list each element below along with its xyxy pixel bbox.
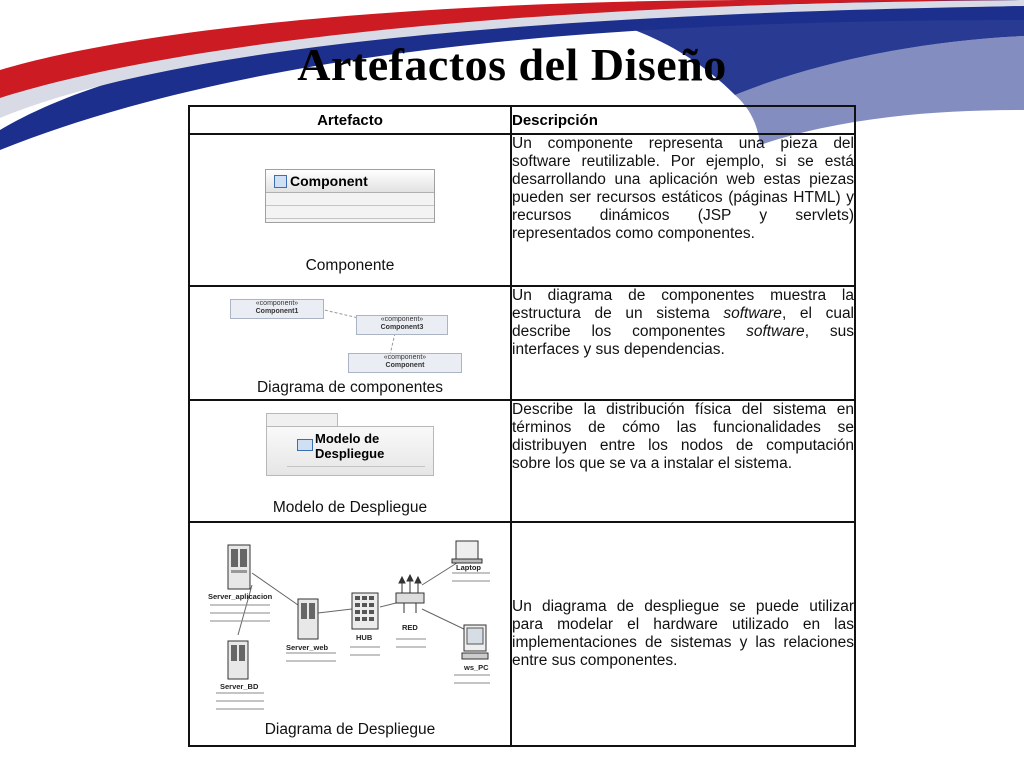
server-db-icon [228, 641, 248, 679]
node-label: Server_web [286, 643, 329, 652]
component-label: Component [290, 173, 368, 189]
description-text: Un diagrama de despliegue se puede utilizar para modelar el hardware utilizado en las implementaciones de sistemas y las relaciones entre sus componentes. [512, 598, 854, 669]
description-text: Un componente representa una pieza del software reutilizable. Por ejemplo, si se está desarrollando una aplicación web estas piezas pueden ser recursos estáticos (páginas HTML) y recursos dinámicos (JSP y servlets) representados como componentes. [512, 135, 854, 242]
artifacts-table [188, 105, 856, 747]
server-app-icon [228, 545, 250, 589]
package-label-line2: Despliegue [315, 446, 385, 461]
node-label: HUB [356, 633, 373, 642]
component-icon [274, 175, 287, 188]
header-artifact: Artefacto [189, 106, 511, 134]
laptop-icon [452, 541, 482, 563]
package-figure [266, 426, 434, 476]
package-label-line1: Modelo de [315, 431, 380, 446]
deployment-diagram [190, 523, 510, 745]
artifact-caption: Diagrama de Despliegue [264, 721, 436, 738]
description-cell [511, 286, 855, 400]
node-label: Server_BD [220, 682, 259, 691]
table-row [189, 400, 855, 522]
description-emphasis: software [746, 323, 805, 340]
artifact-cell [189, 134, 511, 286]
component-figure [265, 169, 435, 223]
artifact-cell [189, 522, 511, 746]
artifact-caption: Modelo de Despliegue [272, 499, 428, 516]
description-emphasis: software [723, 305, 782, 322]
component-node: «component» Component1 [230, 299, 324, 319]
description-text: Describe la distribución física del sistema en términos de cómo las funcionalidades se distribuyen entre los nodos de computación sobre los que se va a instalar el sistema. [512, 401, 854, 472]
node-label: Laptop [456, 563, 481, 572]
description-cell [511, 522, 855, 746]
table-row [189, 522, 855, 746]
description-cell [511, 134, 855, 286]
table-header-row [189, 106, 855, 134]
component-node: «component» Component [348, 353, 462, 373]
node-label: Server_aplicacion [208, 592, 273, 601]
table-row [189, 134, 855, 286]
artifact-caption: Diagrama de componentes [256, 379, 444, 396]
description-cell [511, 400, 855, 522]
description-text: Un diagrama de componentes muestra la estructura de un sistema [512, 287, 854, 322]
description-text: , sus interfaces y sus dependencias. [512, 323, 854, 358]
node-label: RED [402, 623, 418, 632]
network-icon [396, 575, 424, 613]
artifact-caption: Componente [305, 257, 395, 274]
pc-icon [462, 625, 488, 659]
table-row [189, 286, 855, 400]
component-node: «component» Component3 [356, 315, 448, 335]
server-web-icon [298, 599, 318, 639]
slide-title: Artefactos del Diseño [297, 39, 727, 90]
description-text: , el cual describe los componentes [512, 305, 855, 340]
hub-icon [352, 593, 378, 629]
node-label: ws_PC [464, 663, 489, 672]
artifact-cell [189, 400, 511, 522]
artifact-cell [189, 286, 511, 400]
package-icon [297, 439, 313, 451]
header-description: Descripción [511, 106, 855, 134]
